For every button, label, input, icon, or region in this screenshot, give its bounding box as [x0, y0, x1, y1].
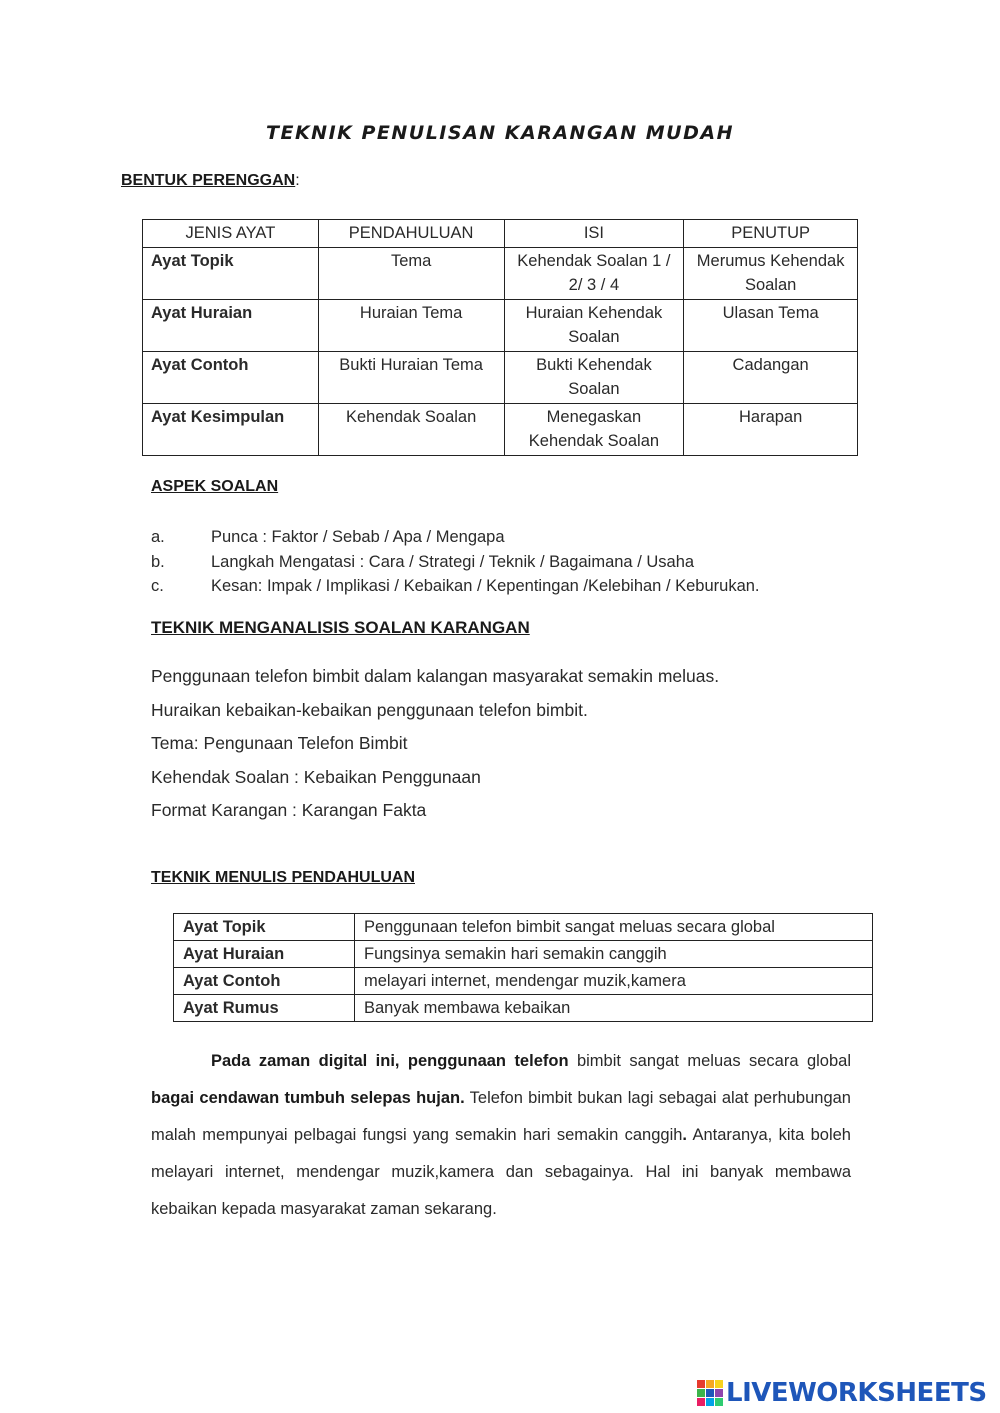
bentuk-colon: :: [295, 172, 300, 189]
list-item: [151, 550, 760, 575]
table-row: [174, 941, 873, 968]
list-marker: c.: [151, 577, 164, 595]
row-label: Ayat Topik: [174, 914, 355, 941]
bentuk-heading: BENTUK PERENGGAN: [121, 172, 296, 189]
table-row: [143, 352, 858, 404]
analisis-block: [151, 660, 719, 828]
logo-block: [697, 1389, 705, 1397]
aspek-heading: ASPEK SOALAN: [151, 478, 279, 495]
logo-block: [715, 1389, 723, 1397]
table-header-row: [143, 220, 858, 248]
list-marker: a.: [151, 528, 165, 546]
row-value: Penggunaan telefon bimbit sangat meluas secara global: [355, 914, 873, 941]
logo-block: [715, 1398, 723, 1406]
table-header: PENDAHULUAN: [318, 220, 504, 248]
analisis-line: Huraikan kebaikan-kebaikan penggunaan telefon bimbit.: [151, 699, 588, 720]
list-text: Kesan: Impak / Implikasi / Kebaikan / Kepentingan /Kelebihan / Keburukan.: [211, 577, 760, 595]
cell-penutup: Merumus Kehendak Soalan: [684, 248, 858, 300]
aspek-list: [151, 525, 760, 599]
table-row: [174, 995, 873, 1022]
para-text: bimbit sangat meluas secara global: [568, 1052, 851, 1070]
list-item: [151, 525, 760, 550]
logo-block: [706, 1389, 714, 1397]
logo-block: [697, 1380, 705, 1388]
row-label: Ayat Contoh: [174, 968, 355, 995]
logo-block: [715, 1380, 723, 1388]
analisis-line: Penggunaan telefon bimbit dalam kalangan masyarakat semakin meluas.: [151, 666, 720, 686]
logo-block: [697, 1398, 705, 1406]
table-row: [174, 968, 873, 995]
cell-penutup: Harapan: [684, 404, 858, 456]
cell-pendahuluan: Bukti Huraian Tema: [318, 352, 504, 404]
cell-isi: Kehendak Soalan 1 / 2/ 3 / 4: [504, 248, 684, 300]
row-label: Ayat Huraian: [174, 941, 355, 968]
bentuk-heading-row: [121, 172, 300, 190]
pendahuluan-table: [173, 913, 873, 1022]
row-type: Ayat Kesimpulan: [143, 404, 319, 456]
row-type: Ayat Contoh: [143, 352, 319, 404]
row-value: Banyak membawa kebaikan: [355, 995, 873, 1022]
table-header: PENUTUP: [684, 220, 858, 248]
row-value: melayari internet, mendengar muzik,kamera: [355, 968, 873, 995]
analisis-line: Kehendak Soalan : Kebaikan Penggunaan: [151, 766, 481, 787]
para-bold: Pada zaman digital ini, penggunaan telefon: [211, 1052, 569, 1070]
row-type: Ayat Topik: [143, 248, 319, 300]
para-text: Antaranya, kita boleh melayari internet, mendengar muzik,kamera dan sebagainya. Hal ini banyak membawa kebaikan kepada masyarakat zaman sekarang.: [151, 1126, 851, 1218]
row-type: Ayat Huraian: [143, 300, 319, 352]
table-row: [174, 914, 873, 941]
table-header: JENIS AYAT: [143, 220, 319, 248]
cell-penutup: Cadangan: [684, 352, 858, 404]
pendahuluan-heading: TEKNIK MENULIS PENDAHULUAN: [151, 869, 415, 886]
table-row: [143, 404, 858, 456]
analisis-line: Format Karangan : Karangan Fakta: [151, 800, 427, 820]
list-marker: b.: [151, 552, 165, 571]
list-text: Punca : Faktor / Sebab / Apa / Mengapa: [211, 528, 505, 546]
cell-isi: Menegaskan Kehendak Soalan: [504, 404, 684, 456]
liveworksheets-logo: [697, 1378, 987, 1408]
cell-pendahuluan: Huraian Tema: [318, 300, 504, 352]
para-bold: bagai cendawan tumbuh selepas hujan.: [151, 1089, 465, 1107]
sample-paragraph: [151, 1043, 851, 1228]
table-row: [143, 248, 858, 300]
logo-block: [706, 1380, 714, 1388]
para-bold: .: [682, 1126, 687, 1144]
cell-penutup: Ulasan Tema: [684, 300, 858, 352]
table-row: [143, 300, 858, 352]
list-text: Langkah Mengatasi : Cara / Strategi / Teknik / Bagaimana / Usaha: [211, 552, 695, 571]
para-text: Telefon bimbit bukan lagi sebagai alat perhubungan malah mempunyai pelbagai fungsi yang semakin hari semakin canggih: [151, 1089, 851, 1144]
cell-isi: Bukti Kehendak Soalan: [504, 352, 684, 404]
list-item: [151, 574, 760, 599]
cell-pendahuluan: Kehendak Soalan: [318, 404, 504, 456]
page-title: TEKNIK PENULISAN KARANGAN MUDAH: [266, 122, 734, 144]
table-header: ISI: [504, 220, 684, 248]
paragraph-structure-table: [142, 219, 858, 456]
row-value: Fungsinya semakin hari semakin canggih: [355, 941, 873, 968]
analisis-line: Tema: Pengunaan Telefon Bimbit: [151, 733, 408, 753]
cell-isi: Huraian Kehendak Soalan: [504, 300, 684, 352]
logo-block: [706, 1398, 714, 1406]
cell-pendahuluan: Tema: [318, 248, 504, 300]
row-label: Ayat Rumus: [174, 995, 355, 1022]
logo-text: LIVEWORKSHEETS: [726, 1378, 987, 1408]
analisis-heading: TEKNIK MENGANALISIS SOALAN KARANGAN: [151, 618, 530, 637]
logo-blocks-icon: [697, 1380, 723, 1406]
